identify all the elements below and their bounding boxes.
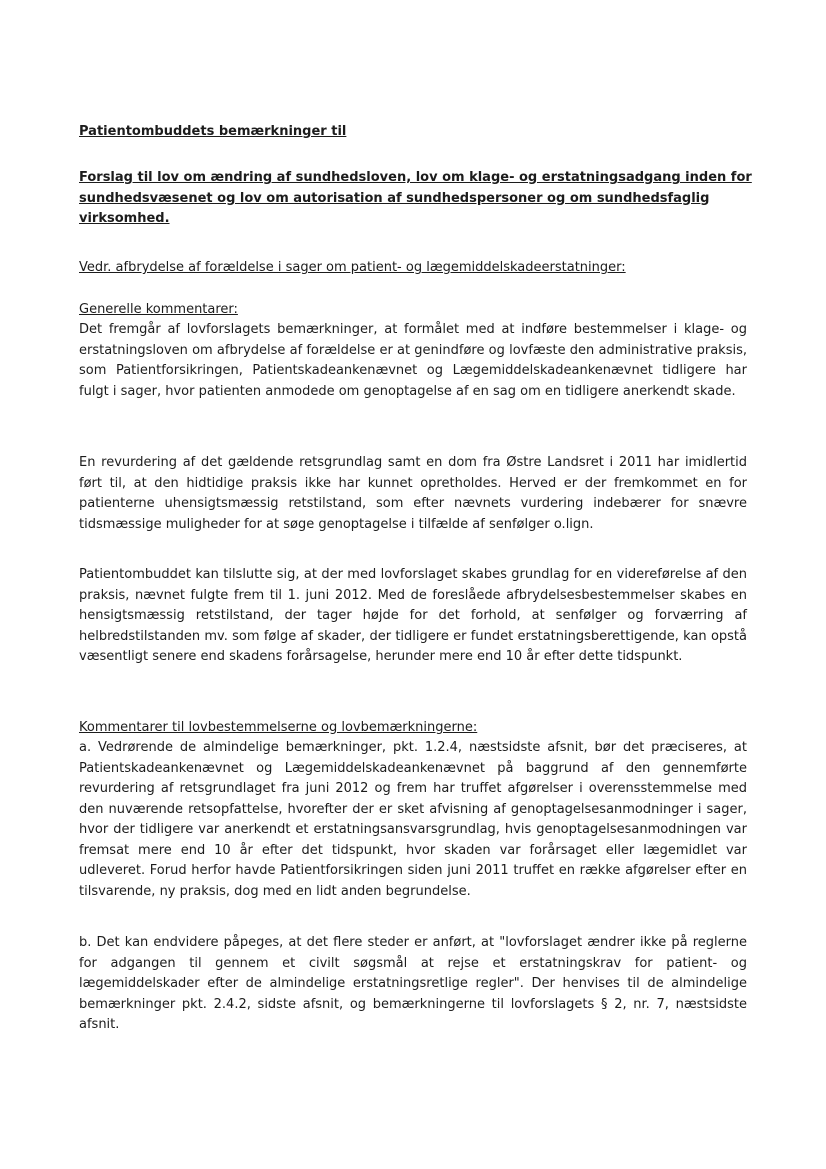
document-subject: Forslag til lov om ændring af sundhedsloven, lov om klage- og erstatningsadgang inden for sundhedsvæsenet og lov om autorisation af sundhedspersoner og om sundhedsfaglig virksomhed. [79,170,752,226]
general-paragraph-1: Det fremgår af lovforslagets bemærkninger, at formålet med at indføre bestemmelser i klage- og erstatningsloven om afbrydelse af forældelse er at genindføre og lovfæste den administrative praksis, som Patientforsikringen, Patientskadeankenævnet og Lægemiddelskadeankenævnet tidligere har fulgt i sager, hvor patienten anmodede om genoptagelse af en sag om en tidligere anerkendt skade. [79,322,747,399]
general-comments-heading: Generelle kommentarer: [79,302,238,317]
general-paragraph-2: En revurdering af det gældende retsgrundlag samt en dom fra Østre Landsret i 2011 har imidlertid ført til, at den hidtidige praksis ikke har kunnet opretholdes. Herved er der fremkommet en for patienterne uhensigtsmæssig retstilstand, som efter nævnets vurdering indebærer for snævre tidsmæssige muligheder for at søge genoptagelse i tilfælde af senfølger o.lign. [79,455,747,532]
provisions-comments-heading: Kommentarer til lovbestemmelserne og lovbemærkningerne: [79,720,478,735]
document-title: Patientombuddets bemærkninger til [79,124,347,139]
comment-b-paragraph: b. Det kan endvidere påpeges, at det flere steder er anført, at "lovforslaget ændrer ikke på reglerne for adgangen til gennem et civilt søgsmål at rejse et erstatningskrav for patient- og lægemiddelskader efter de almindelige erstatningsretlige regler". Der henvises til de almindelige bemærkninger pkt. 2.4.2, sidste afsnit, og bemærkningerne til lovforslagets § 2, nr. 7, næstsidste afsnit. [79,935,747,1032]
comment-a-paragraph: a. Vedrørende de almindelige bemærkninger, pkt. 1.2.4, næstsidste afsnit, bør det præciseres, at Patientskadeankenævnet og Lægemiddelskadeankenævnet på baggrund af den gennemførte revurdering af retsgrundlaget fra juni 2012 og frem har truffet afgørelser i overensstemmelse med den nuværende retsopfattelse, hvorefter der er sket afvisning af genoptagelsesanmodninger i sager, hvor der tidligere var anerkendt et erstatningsansvarsgrundlag, hvis genoptagelsesanmodningen var fremsat mere end 10 år efter det tidspunkt, hvor skaden var forårsaget eller lægemidlet var udleveret. Forud herfor havde Patientforsikringen siden juni 2011 truffet en række afgørelser efter en tilsvarende, ny praksis, dog med en lidt anden begrundelse. [79,740,747,899]
regarding-heading: Vedr. afbrydelse af forældelse i sager om patient- og lægemiddelskadeerstatninger: [79,260,626,275]
general-paragraph-3: Patientombuddet kan tilslutte sig, at der med lovforslaget skabes grundlag for en videreførelse af den praksis, nævnet fulgte frem til 1. juni 2012. Med de foreslåede afbrydelsesbestemmelser skabes en hensigtsmæssig retstilstand, der tager højde for det forhold, at senfølger og forværring af helbredstilstanden mv. som følge af skader, der tidligere er fundet erstatningsberettigende, kan opstå væsentligt senere end skadens forårsagelse, herunder mere end 10 år efter dette tidspunkt. [79,567,747,664]
